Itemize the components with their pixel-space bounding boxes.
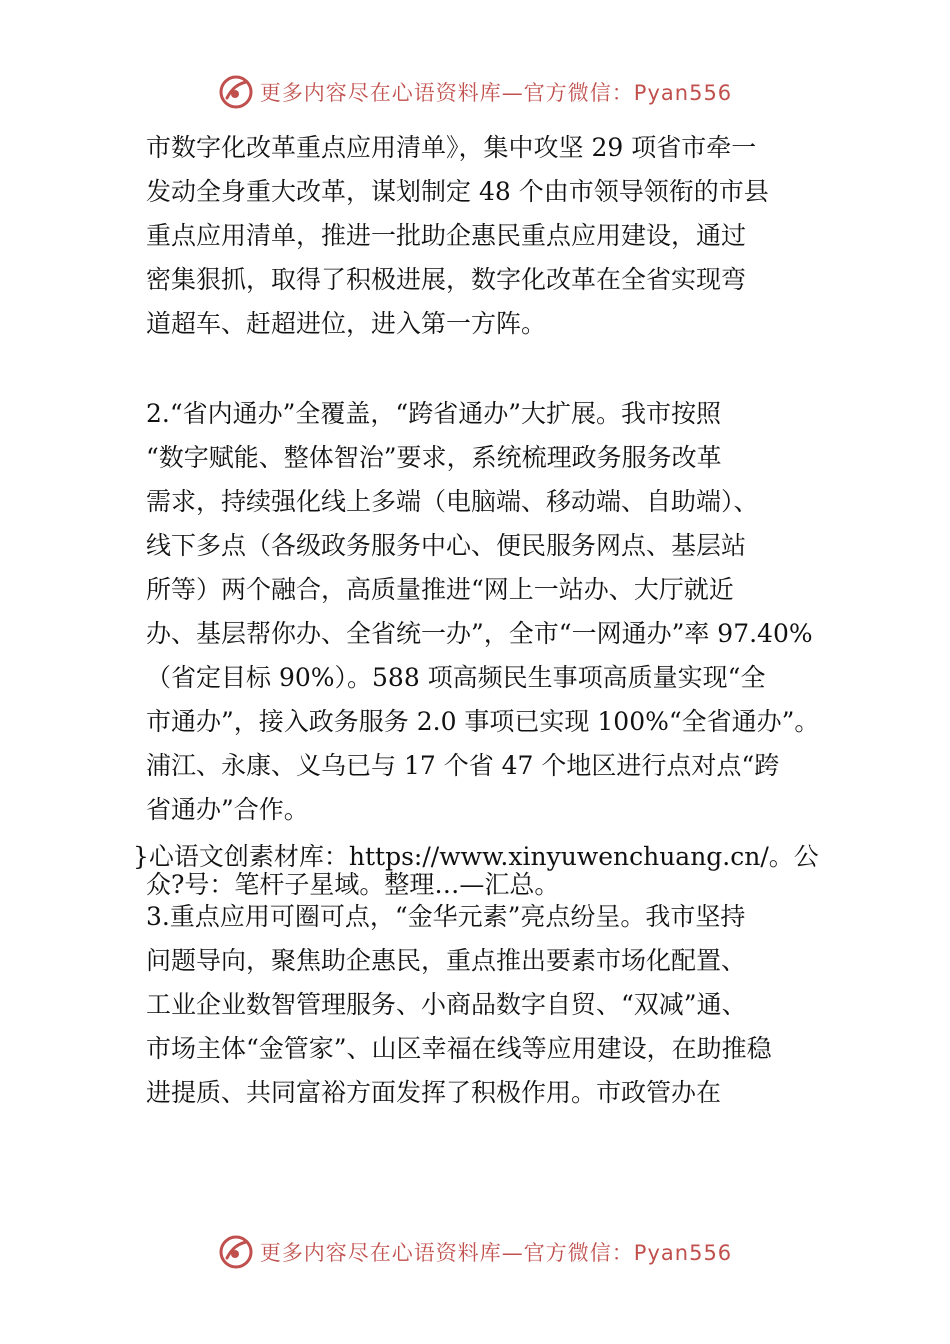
body-line: 众?号：笔杆子星域。整理…—汇总。 xyxy=(146,870,560,899)
header-banner xyxy=(0,72,950,112)
body-line: 问题导向，聚焦助企惠民，重点推出要素市场化配置、 xyxy=(146,946,747,975)
footer-banner-text: 更多内容尽在心语资料库—官方微信：Pyan556 xyxy=(259,1241,733,1265)
body-line: 重点应用清单，推进一批助企惠民重点应用建设，通过 xyxy=(146,221,747,250)
body-line: 密集狠抓，取得了积极进展，数字化改革在全省实现弯 xyxy=(146,265,747,294)
body-line: 市通办”，接入政务服务 2.0 事项已实现 100%“全省通办”。 xyxy=(146,707,820,736)
body-line: 市场主体“金管家”、山区幸福在线等应用建设，在助推稳 xyxy=(146,1034,772,1063)
body-line: 办、基层帮你办、全省统一办”，全市“一网通办”率 97.40% xyxy=(146,619,813,648)
body-line: 所等）两个融合，高质量推进“网上一站办、大厅就近 xyxy=(146,575,734,604)
circle-logo-icon xyxy=(218,1234,254,1270)
body-line: 线下多点（各级政务服务中心、便民服务网点、基层站 xyxy=(146,531,747,560)
body-line: 需求，持续强化线上多端（电脑端、移动端、自助端）、 xyxy=(146,487,759,516)
body-line: （省定目标 90%）。588 项高频民生事项高质量实现“全 xyxy=(146,663,766,692)
footer-banner xyxy=(0,1232,950,1272)
body-line: 工业企业数智管理服务、小商品数字自贸、“双减”通、 xyxy=(146,990,747,1019)
body-line: “数字赋能、整体智治”要求，系统梳理政务服务改革 xyxy=(146,443,722,472)
body-line: 进提质、共同富裕方面发挥了积极作用。市政管办在 xyxy=(146,1078,722,1107)
body-line: 3.重点应用可圈可点，“金华元素”亮点纷呈。我市坚持 xyxy=(146,902,746,931)
header-banner-text: 更多内容尽在心语资料库—官方微信：Pyan556 xyxy=(259,81,733,105)
body-line: 省通办”合作。 xyxy=(146,795,309,824)
circle-logo-icon xyxy=(218,74,254,110)
body-line: }心语文创素材库：https://www.xinyuwenchuang.cn/。公 xyxy=(133,842,819,871)
body-line: 道超车、赶超进位，进入第一方阵。 xyxy=(146,309,547,338)
body-line: 市数字化改革重点应用清单》，集中攻坚 29 项省市牵一 xyxy=(146,133,757,162)
body-line: 发动全身重大改革，谋划制定 48 个由市领导领衔的市县 xyxy=(146,177,769,206)
body-line: 2.“省内通办”全覆盖，“跨省通办”大扩展。我市按照 xyxy=(146,399,721,428)
body-line: 浦江、永康、义乌已与 17 个省 47 个地区进行点对点“跨 xyxy=(146,751,780,780)
